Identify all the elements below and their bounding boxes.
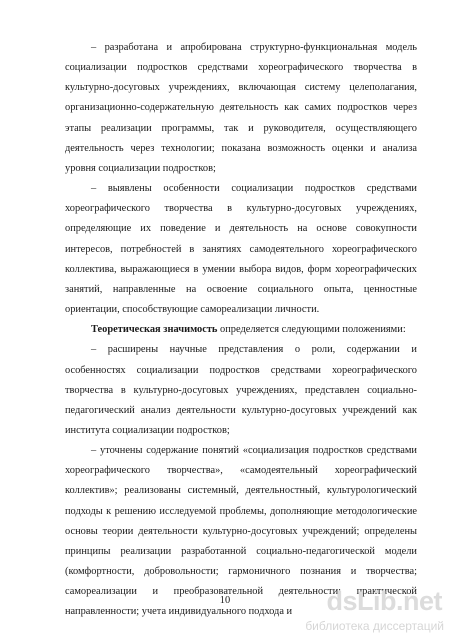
- watermark: [305, 586, 450, 634]
- paragraph-3-text: определяется следующими положениями:: [217, 324, 406, 336]
- theoretical-significance-heading: Теоретическая значимость: [91, 324, 218, 336]
- paragraph-1: – разработана и апробирована структурно-функциональная модель социализации подростков средствами хореографического творчества в культурно-досуговых учреждениях, включающая систему целеполагания, организационно-содержательную деятельность как самих подростков через этапы реализации программы, так и руководителя, осуществляющего деятельность через технологии; показана возможность оценки и анализа уровня социализации подростков;: [65, 42, 417, 174]
- paragraph-4: – расширены научные представления о роли, содержании и особенностях социализации подростков средствами хореографического творчества в культурно-досуговых учреждениях, представлен социально-педагогический анализ деятельности культурно-досуговых учреждений как института социализации подростков;: [65, 344, 417, 436]
- paragraph-3: [65, 320, 417, 340]
- watermark-subtitle: библиотека диссертаций: [305, 619, 444, 633]
- watermark-logo: dsLib.net: [326, 586, 442, 616]
- page-number: 10: [219, 595, 231, 606]
- paragraph-2: – выявлены особенности социализации подростков средствами хореографического творчества в культурно-досуговых учреждениях, определяющие их поведение и деятельность на основе совокупности интересов, потребностей в занятиях самодеятельного хореографического коллектива, выражающиеся в умении выбора видов, форм хореографических занятий, направленные на освоение социального опыта, ценностные ориентации, способствующие самореализации личности.: [65, 183, 417, 316]
- body-text: [65, 38, 417, 623]
- paragraph-5: – уточнены содержание понятий «социализация подростков средствами хореографического творчества», «самодеятельный хореографический коллектив»; реализованы системный, деятельностный, культурологический подходы к решению исследуемой проблемы, дополняющие методологические основы теории деятельности культурно-досуговых учреждений; определены принципы реализации разработанной социально-педагогической модели (комфортности, добровольности; гармоничного познания и творчества; самореализации и преобразовательной деятельности; практической направленности; учета индивидуального подхода и: [65, 445, 417, 618]
